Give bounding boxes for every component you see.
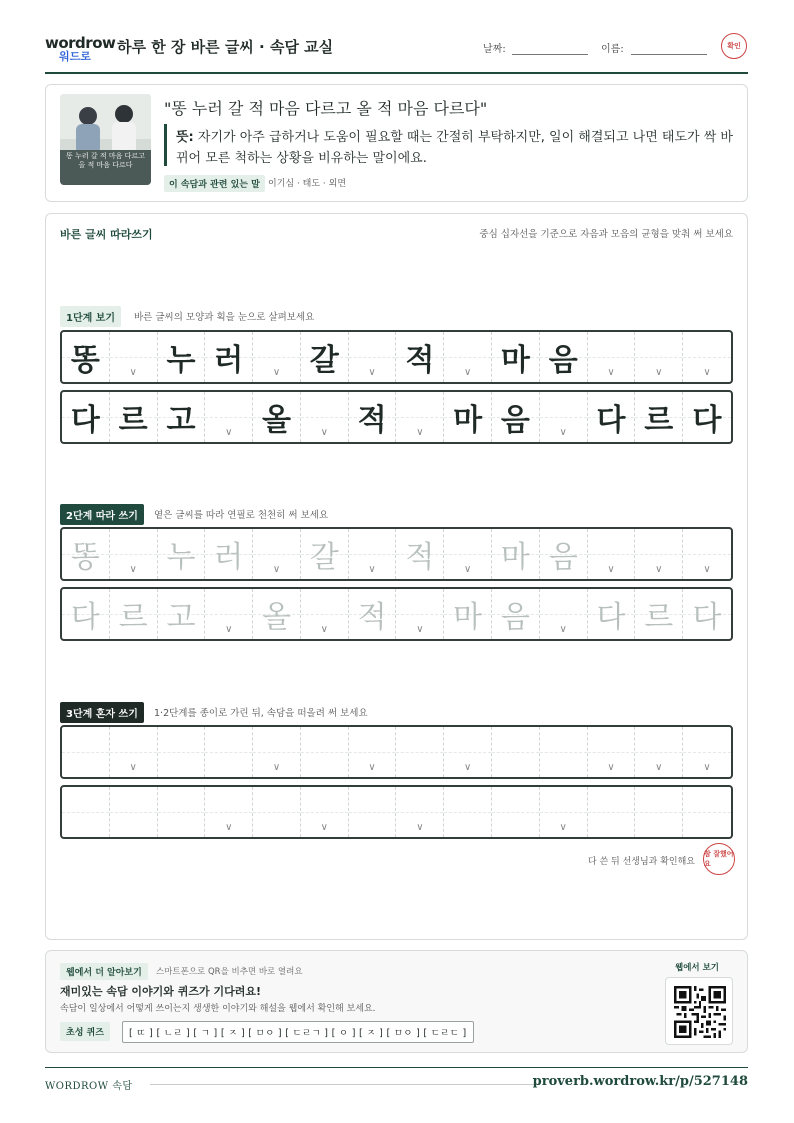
step1-tag: 1단계 보기 bbox=[60, 306, 121, 327]
qr-label: 웹에서 보기 bbox=[674, 963, 719, 973]
logo: wordrow bbox=[45, 34, 116, 52]
footer-rule bbox=[45, 1067, 748, 1068]
grid-char: 적 bbox=[357, 403, 387, 438]
grid-cell bbox=[110, 392, 158, 442]
grid-cell[interactable] bbox=[635, 727, 683, 777]
illustration-image bbox=[60, 94, 151, 185]
grid-cell[interactable] bbox=[158, 727, 206, 777]
grid-cell[interactable] bbox=[301, 727, 349, 777]
grid-char: 갈 bbox=[309, 343, 339, 378]
grid-cell[interactable] bbox=[62, 589, 110, 639]
grid-cell[interactable] bbox=[492, 589, 540, 639]
grid-cell[interactable] bbox=[540, 589, 588, 639]
footer-brand: WORDROW 속담 bbox=[45, 1081, 133, 1092]
grid-char: 마 bbox=[453, 403, 483, 438]
grid-char: 적 bbox=[405, 540, 435, 575]
grid-char: 마 bbox=[500, 343, 530, 378]
space-mark-icon: ∨ bbox=[607, 367, 615, 378]
grid-char: 누 bbox=[166, 540, 196, 575]
grid-cell bbox=[492, 332, 540, 382]
step1-desc: 바른 글씨의 모양과 획을 눈으로 살펴보세요 bbox=[134, 312, 315, 323]
grid-cell[interactable] bbox=[205, 727, 253, 777]
name-label: 이름: bbox=[601, 44, 624, 55]
grid-cell bbox=[253, 392, 301, 442]
space-mark-icon: ∨ bbox=[272, 367, 281, 378]
grid-cell bbox=[349, 392, 397, 442]
grid-char bbox=[214, 730, 243, 774]
grid-cell[interactable] bbox=[349, 787, 397, 837]
space-mark-icon: ∨ bbox=[607, 564, 615, 575]
grid-char: 르 bbox=[118, 403, 148, 438]
web-info-tag: 웹에서 더 알아보기 bbox=[60, 963, 148, 980]
grid-cell[interactable] bbox=[635, 589, 683, 639]
grid-cell bbox=[540, 392, 588, 442]
grid-cell[interactable] bbox=[158, 529, 206, 579]
space-mark-icon: ∨ bbox=[320, 822, 328, 833]
grid-cell bbox=[588, 392, 636, 442]
web-info-hint: 스마트폰으로 QR을 비추면 바로 열려요 bbox=[156, 967, 303, 977]
space-mark-icon: ∨ bbox=[416, 427, 424, 438]
grid-cell[interactable] bbox=[253, 529, 301, 579]
grid-cell bbox=[588, 332, 636, 382]
grid-char: 다 bbox=[596, 403, 626, 438]
grid-char: 다 bbox=[692, 600, 722, 635]
meaning-text bbox=[176, 127, 736, 169]
grid-cell[interactable] bbox=[158, 589, 206, 639]
page-header bbox=[45, 30, 748, 74]
date-field[interactable] bbox=[512, 54, 588, 55]
grid-cell bbox=[158, 392, 206, 442]
grid-cell bbox=[683, 392, 731, 442]
step1-row2 bbox=[60, 390, 733, 444]
grid-char: 올 bbox=[262, 600, 291, 635]
grid-char: 음 bbox=[500, 403, 530, 438]
step3-desc: 1·2단계를 종이로 가린 뒤, 속담을 떠올려 써 보세요 bbox=[154, 708, 368, 719]
practice-hint: 중심 십자선을 기준으로 자음과 모음의 균형을 맞춰 써 보세요 bbox=[479, 229, 733, 240]
grid-char: 다 bbox=[692, 403, 722, 438]
grid-cell[interactable] bbox=[253, 727, 301, 777]
step3-row1[interactable] bbox=[60, 725, 733, 779]
grid-char: 다 bbox=[596, 600, 626, 635]
grid-cell[interactable] bbox=[396, 589, 444, 639]
check-note: 다 쓴 뒤 선생님과 확인해요 bbox=[587, 857, 695, 867]
grid-cell bbox=[444, 392, 492, 442]
grid-char: 마 bbox=[453, 600, 483, 635]
grid-cell[interactable] bbox=[110, 787, 158, 837]
practice-panel bbox=[45, 213, 748, 940]
grid-cell bbox=[492, 392, 540, 442]
grid-cell bbox=[205, 332, 253, 382]
date-label: 날짜: bbox=[483, 44, 506, 55]
space-mark-icon: ∨ bbox=[655, 564, 663, 575]
space-mark-icon: ∨ bbox=[559, 822, 567, 833]
initial-quiz: [ ㄸ ] [ ㄴㄹ ] [ ㄱ ] [ ㅈ ] [ ㅁㅇ ] [ ㄷㄹㄱ ] [ ㅇ ] [ ㅈ ] [ ㅁㅇ ] [ ㄷㄹㄷ ] bbox=[122, 1021, 474, 1043]
grid-cell bbox=[540, 332, 588, 382]
space-mark-icon: ∨ bbox=[320, 624, 328, 635]
grid-cell bbox=[396, 332, 444, 382]
grid-char: 갈 bbox=[309, 540, 339, 575]
grid-cell[interactable] bbox=[444, 529, 492, 579]
grid-char bbox=[166, 790, 195, 834]
space-mark-icon: ∨ bbox=[368, 564, 376, 575]
meaning-accent-bar bbox=[164, 124, 167, 166]
grid-cell[interactable] bbox=[588, 727, 636, 777]
grid-char bbox=[549, 730, 578, 774]
grid-cell bbox=[205, 392, 253, 442]
grid-cell[interactable] bbox=[540, 727, 588, 777]
space-mark-icon: ∨ bbox=[559, 427, 567, 438]
grid-cell[interactable] bbox=[253, 589, 301, 639]
web-info-desc: 속담이 일상에서 어떻게 쓰이는지 생생한 이야기와 해설을 웹에서 확인해 보세요. bbox=[60, 1004, 376, 1014]
step2-row1[interactable] bbox=[60, 527, 733, 581]
space-mark-icon: ∨ bbox=[559, 624, 567, 635]
grid-cell[interactable] bbox=[110, 529, 158, 579]
grid-cell[interactable] bbox=[62, 529, 110, 579]
grid-cell[interactable] bbox=[492, 529, 540, 579]
grid-cell bbox=[444, 332, 492, 382]
grid-cell bbox=[635, 332, 683, 382]
grid-char: 올 bbox=[262, 403, 291, 438]
grid-cell[interactable] bbox=[588, 787, 636, 837]
space-mark-icon: ∨ bbox=[703, 367, 711, 378]
grid-cell bbox=[62, 392, 110, 442]
space-mark-icon: ∨ bbox=[655, 367, 663, 378]
space-mark-icon: ∨ bbox=[416, 624, 424, 635]
grid-cell[interactable] bbox=[301, 529, 349, 579]
grid-char bbox=[358, 790, 387, 834]
grid-cell bbox=[301, 392, 349, 442]
space-mark-icon: ∨ bbox=[272, 762, 281, 773]
space-mark-icon: ∨ bbox=[703, 564, 711, 575]
grid-cell bbox=[253, 332, 301, 382]
grid-char: 마 bbox=[500, 540, 530, 575]
grid-cell[interactable] bbox=[540, 529, 588, 579]
proverb-text: "똥 누러 갈 적 마음 다르고 올 적 마음 다르다" bbox=[164, 99, 488, 118]
grid-char bbox=[405, 730, 434, 774]
proverb-card bbox=[45, 84, 748, 202]
logo-subtitle: 워드로 bbox=[59, 50, 91, 63]
grid-cell[interactable] bbox=[158, 787, 206, 837]
grid-cell[interactable] bbox=[683, 787, 731, 837]
grid-cell[interactable] bbox=[396, 727, 444, 777]
space-mark-icon: ∨ bbox=[416, 822, 424, 833]
name-field[interactable] bbox=[631, 54, 707, 55]
grid-char: 르 bbox=[118, 600, 148, 635]
grid-cell[interactable] bbox=[349, 529, 397, 579]
grid-char: 음 bbox=[500, 600, 530, 635]
grid-cell[interactable] bbox=[253, 787, 301, 837]
grid-char: 고 bbox=[166, 600, 196, 635]
grid-char bbox=[693, 790, 722, 834]
grid-char bbox=[119, 790, 148, 834]
grid-cell[interactable] bbox=[205, 589, 253, 639]
related-values: 이기심 · 태도 · 외면 bbox=[268, 179, 347, 189]
web-info-box bbox=[45, 950, 748, 1053]
space-mark-icon: ∨ bbox=[225, 624, 233, 635]
grid-char bbox=[262, 790, 291, 834]
space-mark-icon: ∨ bbox=[463, 762, 472, 773]
grid-cell[interactable] bbox=[444, 787, 492, 837]
space-mark-icon: ∨ bbox=[320, 427, 328, 438]
space-mark-icon: ∨ bbox=[655, 762, 663, 773]
grid-cell[interactable] bbox=[635, 529, 683, 579]
grid-cell[interactable] bbox=[588, 589, 636, 639]
space-mark-icon: ∨ bbox=[272, 564, 281, 575]
quiz-tag: 초성 퀴즈 bbox=[60, 1022, 110, 1041]
good-job-stamp-icon: 참 잘했어요 bbox=[703, 843, 735, 875]
grid-char bbox=[596, 790, 625, 834]
grid-char: 똥 bbox=[70, 343, 100, 378]
step2-tag: 2단계 따라 쓰기 bbox=[60, 504, 144, 525]
qr-code-icon[interactable] bbox=[665, 977, 733, 1045]
illustration-caption: 똥 누러 갈 적 마음 다르고 올 적 마음 다르다 bbox=[66, 152, 145, 169]
space-mark-icon: ∨ bbox=[225, 822, 233, 833]
step3-row2[interactable] bbox=[60, 785, 733, 839]
grid-char: 르 bbox=[644, 403, 674, 438]
grid-cell bbox=[683, 332, 731, 382]
footer-divider bbox=[150, 1084, 540, 1085]
grid-cell bbox=[62, 332, 110, 382]
space-mark-icon: ∨ bbox=[129, 367, 137, 378]
grid-char bbox=[453, 790, 482, 834]
grid-char: 다 bbox=[70, 403, 100, 438]
space-mark-icon: ∨ bbox=[225, 427, 233, 438]
grid-cell[interactable] bbox=[540, 787, 588, 837]
grid-cell[interactable] bbox=[588, 529, 636, 579]
space-mark-icon: ∨ bbox=[129, 762, 137, 773]
grid-cell[interactable] bbox=[62, 787, 110, 837]
footer-url[interactable]: proverb.wordrow.kr/p/527148 bbox=[532, 1074, 748, 1089]
step2-row2[interactable] bbox=[60, 587, 733, 641]
related-tag: 이 속담과 관련 있는 말 bbox=[164, 175, 265, 192]
grid-cell bbox=[349, 332, 397, 382]
confirm-stamp-icon: 확인 bbox=[721, 33, 747, 59]
grid-char bbox=[71, 730, 100, 774]
grid-char bbox=[71, 790, 100, 834]
grid-char bbox=[310, 730, 339, 774]
grid-cell bbox=[158, 332, 206, 382]
grid-cell[interactable] bbox=[349, 589, 397, 639]
grid-cell[interactable] bbox=[301, 787, 349, 837]
grid-char bbox=[501, 790, 530, 834]
grid-cell bbox=[635, 392, 683, 442]
meaning-body: 자기가 아주 급하거나 도움이 필요할 때는 간절히 부탁하지만, 일이 해결되고 나면 태도가 싹 바뀌어 모른 척하는 상황을 비유하는 말이에요. bbox=[176, 130, 733, 166]
grid-char: 누 bbox=[166, 343, 196, 378]
grid-char bbox=[644, 790, 673, 834]
grid-cell[interactable] bbox=[444, 589, 492, 639]
grid-char: 음 bbox=[548, 540, 578, 575]
grid-cell bbox=[301, 332, 349, 382]
space-mark-icon: ∨ bbox=[463, 367, 472, 378]
space-mark-icon: ∨ bbox=[368, 762, 376, 773]
grid-cell[interactable] bbox=[110, 727, 158, 777]
grid-char: 음 bbox=[548, 343, 578, 378]
space-mark-icon: ∨ bbox=[129, 564, 137, 575]
grid-cell[interactable] bbox=[683, 727, 731, 777]
step3-tag: 3단계 혼자 쓰기 bbox=[60, 702, 144, 723]
grid-cell[interactable] bbox=[683, 589, 731, 639]
space-mark-icon: ∨ bbox=[703, 762, 711, 773]
grid-char: 적 bbox=[405, 343, 435, 378]
grid-cell[interactable] bbox=[62, 727, 110, 777]
grid-cell[interactable] bbox=[492, 727, 540, 777]
grid-char: 적 bbox=[357, 600, 387, 635]
grid-cell[interactable] bbox=[301, 589, 349, 639]
grid-char: 다 bbox=[70, 600, 100, 635]
space-mark-icon: ∨ bbox=[368, 367, 376, 378]
grid-cell[interactable] bbox=[349, 727, 397, 777]
grid-char: 르 bbox=[644, 600, 674, 635]
space-mark-icon: ∨ bbox=[463, 564, 472, 575]
grid-cell[interactable] bbox=[110, 589, 158, 639]
grid-cell[interactable] bbox=[396, 529, 444, 579]
grid-cell[interactable] bbox=[205, 529, 253, 579]
practice-title: 바른 글씨 따라쓰기 bbox=[60, 228, 153, 241]
grid-cell[interactable] bbox=[396, 787, 444, 837]
grid-cell[interactable] bbox=[205, 787, 253, 837]
grid-cell[interactable] bbox=[683, 529, 731, 579]
web-info-title: 재미있는 속담 이야기와 퀴즈가 기다려요! bbox=[60, 985, 261, 998]
page-title: 하루 한 장 바른 글씨 · 속담 교실 bbox=[117, 38, 334, 56]
grid-char: 러 bbox=[214, 343, 244, 378]
meaning-label: 뜻: bbox=[176, 130, 194, 145]
grid-char bbox=[166, 730, 195, 774]
step1-row1 bbox=[60, 330, 733, 384]
grid-cell[interactable] bbox=[492, 787, 540, 837]
grid-cell bbox=[110, 332, 158, 382]
grid-cell bbox=[396, 392, 444, 442]
grid-cell[interactable] bbox=[444, 727, 492, 777]
grid-char: 고 bbox=[166, 403, 196, 438]
space-mark-icon: ∨ bbox=[607, 762, 615, 773]
grid-char: 똥 bbox=[70, 540, 100, 575]
step2-desc: 옅은 글씨를 따라 연필로 천천히 써 보세요 bbox=[154, 510, 329, 521]
grid-char bbox=[501, 730, 530, 774]
grid-cell[interactable] bbox=[635, 787, 683, 837]
grid-char: 러 bbox=[214, 540, 244, 575]
